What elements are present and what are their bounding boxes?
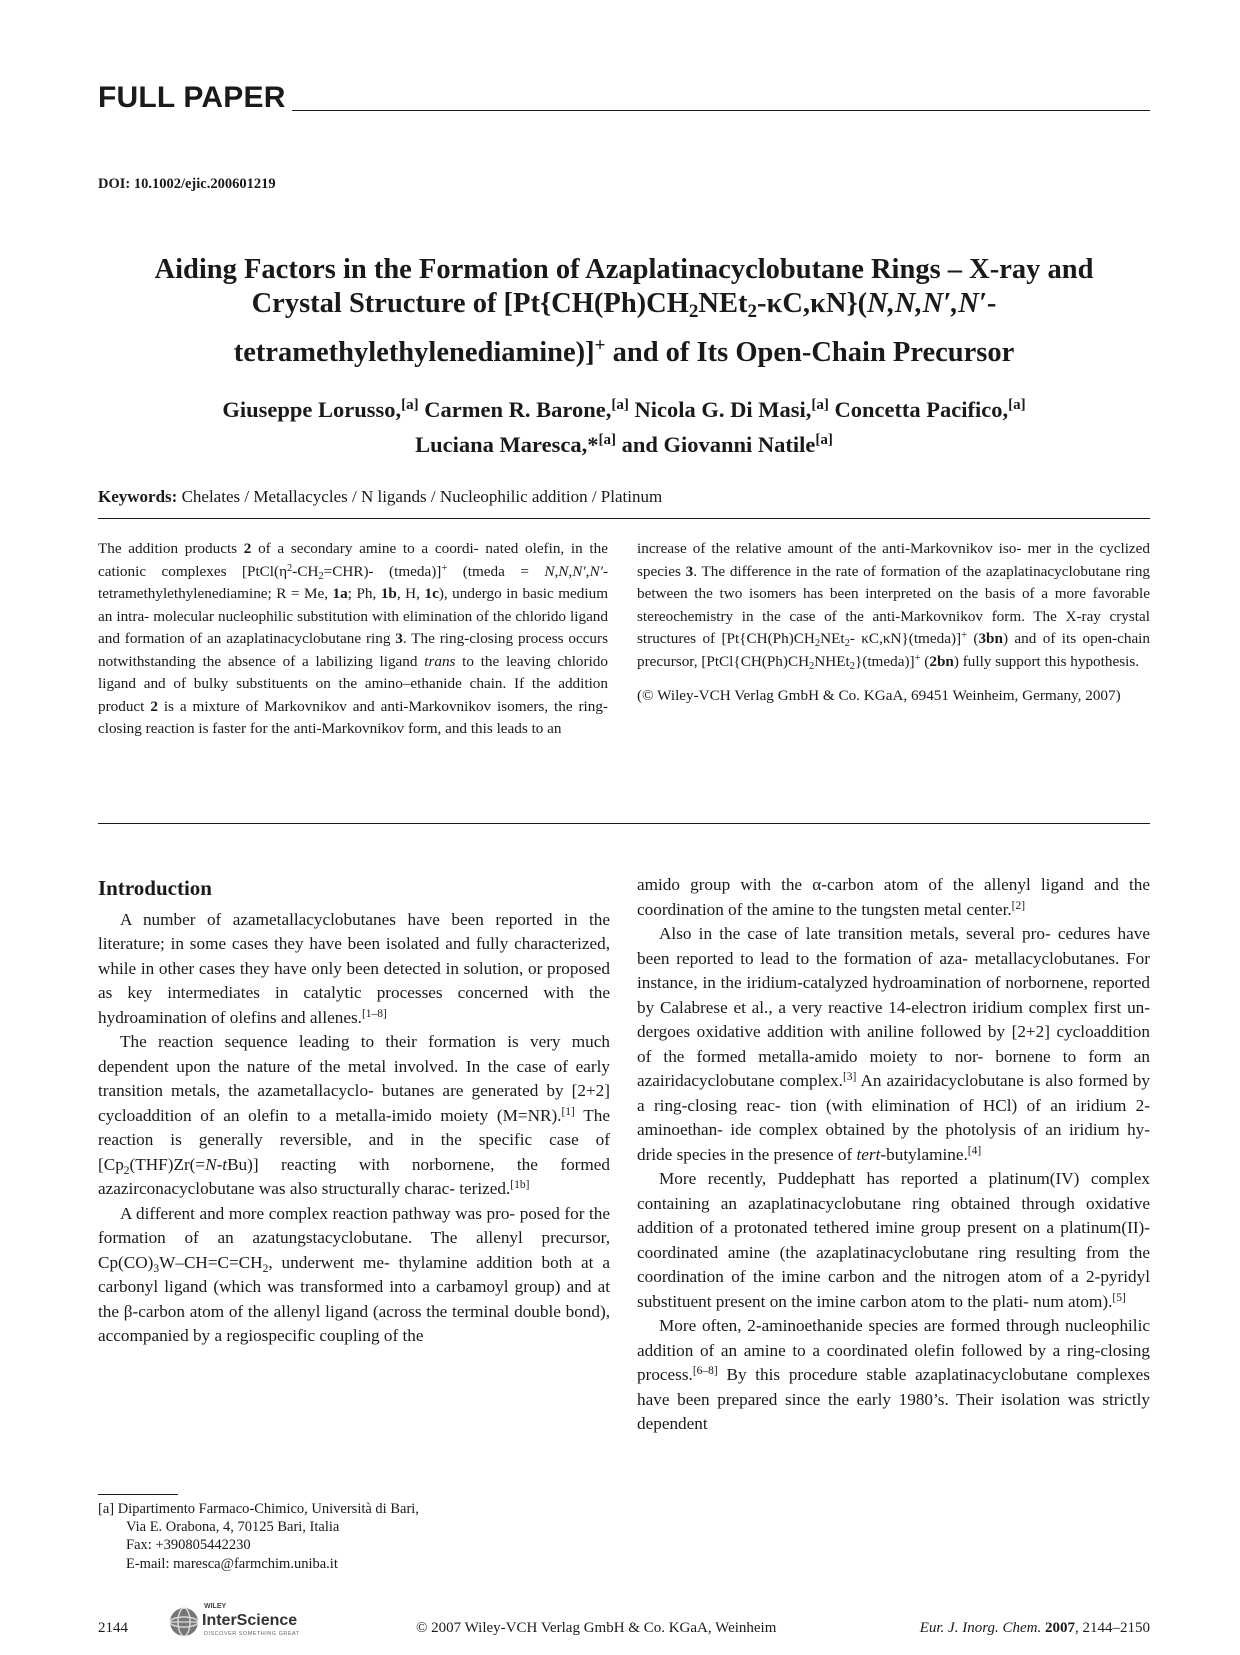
globe-icon bbox=[168, 1606, 200, 1638]
abstract-top-rule bbox=[98, 518, 1150, 519]
footer-copyright: © 2007 Wiley-VCH Verlag GmbH & Co. KGaA, Weinheim bbox=[416, 1620, 777, 1636]
page-header bbox=[98, 82, 1150, 114]
body-right-column bbox=[637, 873, 1150, 1437]
header-rule bbox=[292, 110, 1150, 111]
section-heading: Introduction bbox=[98, 876, 212, 900]
paragraph: The reaction sequence leading to their formation is very much dependent upon the nature of the metal involved. In the case of early transition metals, the azametallacyclo- butanes are generated by [2+2] cycloaddition of an olefin to a metalla-imido moiety (M=NR).[1] The reaction is generally reversible, and in the specific case of $[Cp_2(THF)Zr(=N-tBu)]$ reacting with norbornene, the formed azazirconacyclobutane was also structurally charac- terized.[1b] bbox=[98, 1032, 610, 1198]
keywords: Keywords: Chelates / Metallacycles / N ligands / Nucleophilic addition / Platinum bbox=[98, 487, 663, 506]
paragraph: More often, 2-aminoethanide species are formed through nucleophilic addition of an amine to a coordinated olefin followed by a ring-closing process.[6–8] By this procedure stable azaplatinacyclobutane complexes have been prepared since the early 1980’s. Their isolation was strictly dependent bbox=[637, 1316, 1150, 1433]
paragraph: More recently, Puddephatt has reported a platinum(IV) complex containing an azaplatinacyclobutane ring obtained through oxidative addition of a protonated tethered imine group present on a platinum(II)-coordinated amine (the azaplatinacyclobutane ring resulting from the coordination of the imine carbon and the nitrogen atom of a 2-pyridyl substituent present on the imine carbon atom to the plati- num atom).[5] bbox=[637, 1169, 1150, 1311]
body-left-column bbox=[98, 876, 610, 1349]
author: Nicola G. Di Masi, bbox=[628, 397, 812, 422]
page-number: 2144 bbox=[98, 1620, 128, 1636]
abstract-left: The addition products 2 of a secondary amine to a coordi- nated olefin, in the cationic complexes [$PtCl(\eta^2-CH_2=CHR)-$ (tmeda)]+ (tmeda = N,N,N′,N′-tetramethylethylenediamine; R = Me, 1a; Ph, 1b, H, 1c), undergo in basic medium an intra- molecular nucleophilic substitution with elimination of the chlorido ligand and formation of an azaplatinacyclobutane ring 3. The ring-closing process occurs notwithstanding the absence of a labilizing ligand trans to the leaving chlorido ligand and of bulky substituents on the amino–ethanide chain. If the addition product 2 is a mixture of Markovnikov and anti-Markovnikov isomers, the ring-closing reaction is faster for the anti-Markovnikov form, and this leads to an bbox=[98, 540, 609, 737]
abstract-right: increase of the relative amount of the anti-Markovnikov iso- mer in the cyclized species 3. The difference in the rate of formation of the azaplatinacyclobutane ring between the two isomers has been interpreted on the basis of a more favorable stereochemistry in the case of the anti-Markovnikov form. The X-ray crystal structures of [$Pt\{CH(Ph)CH_2NEt_2-$ κC,κN}(tmeda)]+ (3bn) and of its open-chain precursor, $[PtCl\{CH(Ph)CH_2NHEt_2\}(tmeda)]^+$ (2bn) fully support this hypothesis. (© Wiley-VCH Verlag GmbH & Co. KGaA, 69451 Weinheim, Germany, 2007) bbox=[637, 538, 1150, 708]
affiliation-footnote: [a] Dipartimento Farmaco-Chimico, Università di Bari, Via E. Orabona, 4, 70125 Bari, Italia Fax: +390805442230 E-mail: maresca@farmchim.uniba.it bbox=[98, 1501, 419, 1572]
paragraph: Also in the case of late transition metals, several pro- cedures have been reported to lead to the formation of aza- metallacyclobutanes. For instance, in the iridium-catalyzed hydroamination of norbornene, reported by Calabrese et al., a very reactive 14-electron iridium complex first un- dergoes oxidative addition with aniline followed by [2+2] cycloaddition of the formed metalla-amido moiety to nor- bornene to form an azairidacyclobutane complex.[3] An azairidacyclobutane is also formed by a ring-closing reac- tion (with elimination of HCl) of an iridium 2-aminoethan- ide complex obtained by the photolysis of an iridium hy- dride species in the presence of tert-butylamine.[4] bbox=[637, 924, 1150, 1164]
doi: DOI: 10.1002/ejic.200601219 bbox=[98, 176, 276, 192]
author: Carmen R. Barone, bbox=[418, 397, 612, 422]
article-title: Aiding Factors in the Formation of Azaplatinacyclobutane Rings – X-ray and Crystal Structure of [$Pt\{CH(Ph)CH_2NEt_2-\kappa C,\kappa N\}(N,N,N',N'-$ tetramethylethylenediamine)]+ and of Its Open-Chain Precursor bbox=[154, 254, 1094, 368]
interscience-logo: WILEY InterScience DISCOVER SOMETHING GREAT bbox=[168, 1602, 348, 1642]
section-label: FULL PAPER bbox=[98, 81, 286, 114]
journal-citation: Eur. J. Inorg. Chem. 2007, 2144–2150 bbox=[919, 1620, 1150, 1636]
paragraph: A number of azametallacyclobutanes have been reported in the literature; in some cases they have been isolated and fully characterized, while in other cases they have only been detected in solution, or proposed as key intermediates in catalytic processes concerned with the hydroamination of olefins and allenes.[1–8] bbox=[98, 909, 610, 1027]
email-link[interactable]: E-mail: maresca@farmchim.uniba.it bbox=[126, 1555, 338, 1572]
paragraph: A different and more complex reaction pathway was pro- posed for the formation of an azatungstacyclobutane. The allenyl precursor, $Cp(CO)_3W-CH=C=CH_2$, underwent me- thylamine addition both at a carbonyl ligand (which was transformed into a carbamoyl group) and at the β-carbon atom of the allenyl ligand (across the terminal double bond), accompanied by a regiospecific coupling of the bbox=[98, 1203, 610, 1345]
author-list: Giuseppe Lorusso,[a] Carmen R. Barone,[a] Nicola G. Di Masi,[a] Concetta Pacifico,[a] Luciana Maresca,*[a] and Giovanni Natile[a] bbox=[222, 397, 1026, 457]
abstract-bottom-rule bbox=[98, 823, 1150, 824]
abstract-copyright: (© Wiley-VCH Verlag GmbH & Co. KGaA, 69451 Weinheim, Germany, 2007) bbox=[637, 687, 1121, 704]
author: Luciana Maresca,* bbox=[415, 432, 599, 457]
paragraph: amido group with the α-carbon atom of the allenyl ligand and the coordination of the amine to the tungsten metal center.[2] bbox=[637, 875, 1150, 919]
author: and Giovanni Natile bbox=[615, 432, 816, 457]
author: Concetta Pacifico, bbox=[828, 397, 1009, 422]
author: Giuseppe Lorusso, bbox=[222, 397, 402, 422]
footnote-rule bbox=[98, 1494, 178, 1495]
